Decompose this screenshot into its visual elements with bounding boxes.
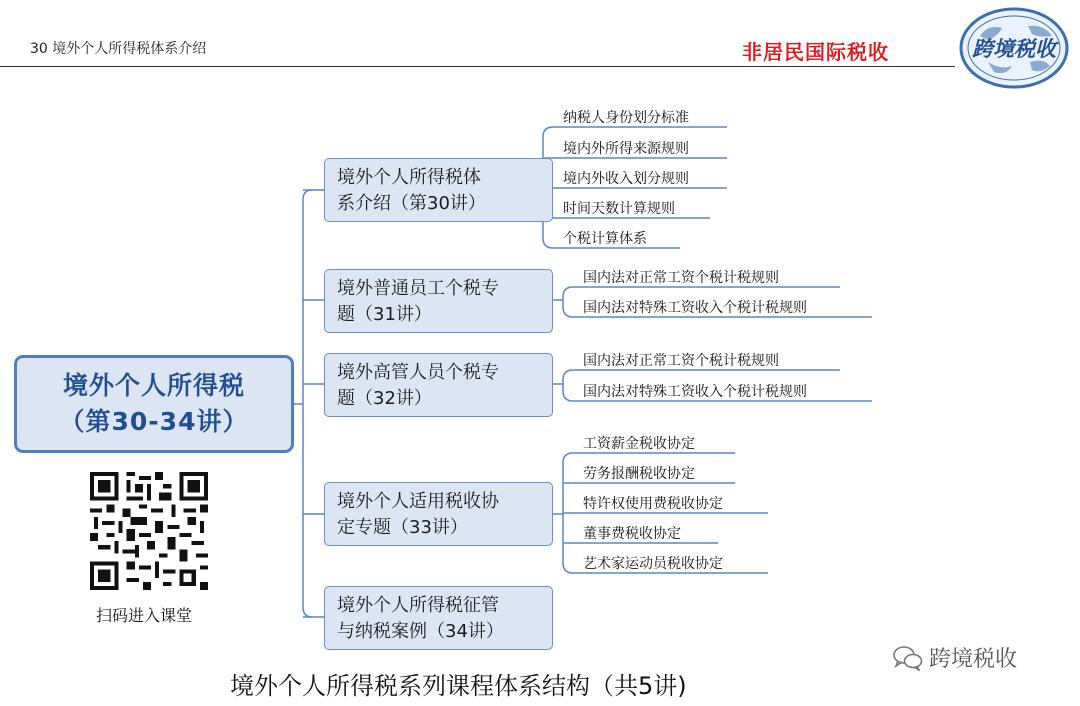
leaf-node: 时间天数计算规则 <box>563 201 675 217</box>
connector-branch-2-children <box>563 287 573 317</box>
leaf-node: 董事费税收协定 <box>583 526 681 542</box>
branch-node-line2: 系介绍（第30讲） <box>337 193 486 214</box>
leaf-node: 艺术家运动员税收协定 <box>583 556 723 572</box>
qr-caption: 扫码进入课堂 <box>96 606 193 625</box>
branch-node-line2: 与纳税案例（34讲） <box>337 621 504 642</box>
branch-node-line2: 题（32讲） <box>337 388 432 409</box>
header-brand: 非居民国际税收 <box>742 40 889 64</box>
root-node <box>14 355 294 453</box>
leaf-node: 境内外所得来源规则 <box>563 141 689 157</box>
leaf-node: 劳务报酬税收协定 <box>583 466 695 482</box>
qr-code[interactable] <box>90 472 208 590</box>
leaf-node: 国内法对正常工资个税计税规则 <box>583 270 779 286</box>
leaf-node: 国内法对正常工资个税计税规则 <box>583 353 779 369</box>
wechat-icon <box>893 645 923 671</box>
branch-node-lecture-31 <box>324 269 553 333</box>
branch-node-line2: 定专题（33讲） <box>337 517 468 538</box>
branch-node-lecture-33 <box>324 482 553 546</box>
connector-branch-3-children <box>563 370 573 401</box>
header-title: 30 境外个人所得税体系介绍 <box>30 41 207 57</box>
branch-node-line1: 境外个人适用税收协 <box>337 491 499 512</box>
branch-node-lecture-30 <box>324 158 553 222</box>
leaf-node: 特许权使用费税收协定 <box>583 496 723 512</box>
root-node-line1: 境外个人所得税 <box>62 371 245 400</box>
leaf-node: 国内法对特殊工资收入个税计税规则 <box>583 300 807 316</box>
branch-node-line1: 境外普通员工个税专 <box>337 278 499 299</box>
branch-node-lecture-32 <box>324 353 553 417</box>
leaf-node: 工资薪金税收协定 <box>583 436 695 452</box>
branch-node-line1: 境外个人所得税体 <box>337 167 481 188</box>
connector-trunk <box>303 190 312 617</box>
leaf-node: 纳税人身份划分标准 <box>563 110 689 126</box>
branch-node-line2: 题（31讲） <box>337 304 432 325</box>
diagram-caption: 境外个人所得税系列课程体系结构（共5讲) <box>230 672 687 700</box>
root-node-line2: （第30-34讲） <box>59 407 249 436</box>
watermark-text: 跨境税收 <box>929 647 1018 672</box>
leaf-node: 境内外收入划分规则 <box>563 171 689 187</box>
leaf-node: 个税计算体系 <box>563 231 647 247</box>
watermark <box>893 642 1017 673</box>
branch-node-line1: 境外高管人员个税专 <box>337 362 499 383</box>
branch-node-lecture-34 <box>324 586 553 650</box>
branch-node-line1: 境外个人所得税征管 <box>337 595 499 616</box>
svg-text:跨境税收: 跨境税收 <box>972 36 1056 61</box>
leaf-node: 国内法对特殊工资收入个税计税规则 <box>583 384 807 400</box>
